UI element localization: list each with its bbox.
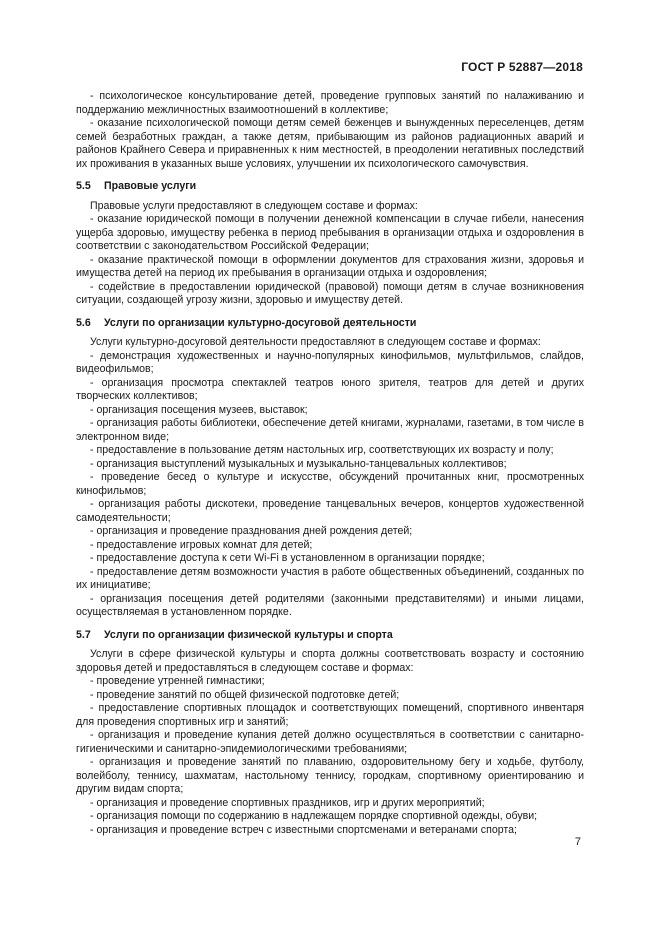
paragraph: Услуги культурно-досуговой деятельности предоставляют в следующем составе и формах: — [90, 336, 541, 348]
list-item: - организация и проведение встреч с известными спортсменами и ветеранами спорта; — [90, 823, 517, 836]
section-title: Услуги по организации культурно-досуговой деятельности — [104, 316, 417, 329]
section-heading — [76, 180, 584, 194]
section-heading — [76, 629, 584, 643]
list-item: - организация работы библиотеки, обеспечение детей книгами, журналами, газетами, в том числе в электронном виде; — [76, 417, 584, 443]
section-title: Услуги по организации физической культуры и спорта — [104, 628, 393, 641]
section-number: 5.5 — [76, 180, 91, 192]
section-5-6 — [76, 317, 584, 620]
list-item: - проведение занятий по общей физической подготовке детей; — [90, 688, 400, 701]
section-heading — [76, 317, 584, 331]
list-item: - организация работы дискотеки, проведение танцевальных вечеров, концертов художественной самодеятельности; — [76, 498, 584, 524]
list-item: - организация помощи по содержанию в надлежащем порядке спортивной одежды, обуви; — [90, 810, 538, 822]
list-item: - организация и проведение спортивных праздников, игр и других мероприятий; — [90, 796, 485, 809]
list-item: - организация и проведение купания детей должно осуществляться в соответствии с санитарно-гигиеническими и санитарно-эпидемиологическими требованиями; — [76, 729, 584, 755]
list-item: - организация выступлений музыкальных и музыкально-танцевальных коллективов; — [90, 457, 507, 470]
paragraph: Правовые услуги предоставляют в следующем составе и формах: — [90, 199, 418, 212]
list-item: - оказание практической помощи в оформлении документов для страхования жизни, здоровья и имущества детей на период их пребывания в организации отдыха и оздоровления; — [76, 253, 584, 279]
list-item: - проведение утренней гимнастики; — [90, 675, 265, 687]
section-number: 5.7 — [76, 628, 91, 641]
intro-block — [76, 90, 584, 171]
list-item: - предоставление доступа к сети Wi-Fi в установленном в организации порядке; — [90, 552, 485, 564]
list-item: - организация просмотра спектаклей театров юного зрителя, театров для детей и других творческих коллективов; — [76, 376, 584, 402]
section-title: Правовые услуги — [104, 180, 197, 192]
list-item: - оказание юридической помощи в получении денежной компенсации в случае гибели, нанесения ущерба здоровью, имуществу ребенка в период пребывания в организации отдыха и оздоровления в соответствии с законодательством Российской Федерации; — [76, 213, 584, 252]
section-5-7 — [76, 629, 584, 838]
list-item: - предоставление спортивных площадок и соответствующих помещений, спортивного инвентаря для проведения спортивных игр и занятий; — [76, 702, 584, 728]
paragraph: - психологическое консультирование детей, проведение групповых занятий по налаживанию и поддержанию межличностных взаимоотношений в коллективе; — [76, 90, 584, 116]
list-item: - предоставление игровых комнат для детей; — [90, 538, 313, 551]
list-item: - организация и проведение празднования дней рождения детей; — [90, 525, 413, 537]
list-item: - содействие в предоставлении юридической (правовой) помощи детям в случае возникновения ситуации, создающей угрозу жизни, здоровью и имуществу детей. — [76, 280, 584, 306]
list-item: - предоставление в пользование детям настольных игр, соответствующих их возрасту и полу; — [90, 444, 554, 456]
paragraph: - оказание психологической помощи детям семей беженцев и вынужденных переселенцев, детям семей безработных граждан, а также детям, прибывающим из районов радиационных аварий и районов Крайнего Севера и приравненных к ним местностей, в преодолении негативных последствий их проживания в указанных выше условиях, улучшении их психологического самочувствия. — [76, 117, 584, 170]
paragraph: Услуги в сфере физической культуры и спорта должны соответствовать возрасту и состоянию здоровья детей и предоставляться в следующем составе и формах: — [76, 648, 584, 674]
list-item: - организация посещения музеев, выставок; — [90, 403, 308, 416]
list-item: - проведение бесед о культуре и искусстве, обсуждений прочитанных книг, просмотренных кинофильмов; — [76, 471, 584, 497]
list-item: - организация посещения детей родителями (законными представителями) и иными лицами, осуществляемая в установленном порядке. — [76, 592, 584, 618]
section-number: 5.6 — [76, 316, 91, 329]
list-item: - организация и проведение занятий по плаванию, оздоровительному бегу и ходьбе, футболу, волейболу, теннису, шахматам, настольному теннису, городкам, спортивному ориентированию и другим видам спорта; — [76, 756, 584, 795]
list-item: - предоставление детям возможности участия в работе общественных объединений, созданных по их инициативе; — [76, 565, 584, 591]
section-5-5 — [76, 180, 584, 308]
document-code: ГОСТ Р 52887—2018 — [461, 60, 583, 74]
list-item: - демонстрация художественных и научно-популярных кинофильмов, мультфильмов, слайдов, видеофильмов; — [76, 349, 584, 375]
page-number: 7 — [574, 836, 581, 848]
page-body — [76, 90, 584, 837]
